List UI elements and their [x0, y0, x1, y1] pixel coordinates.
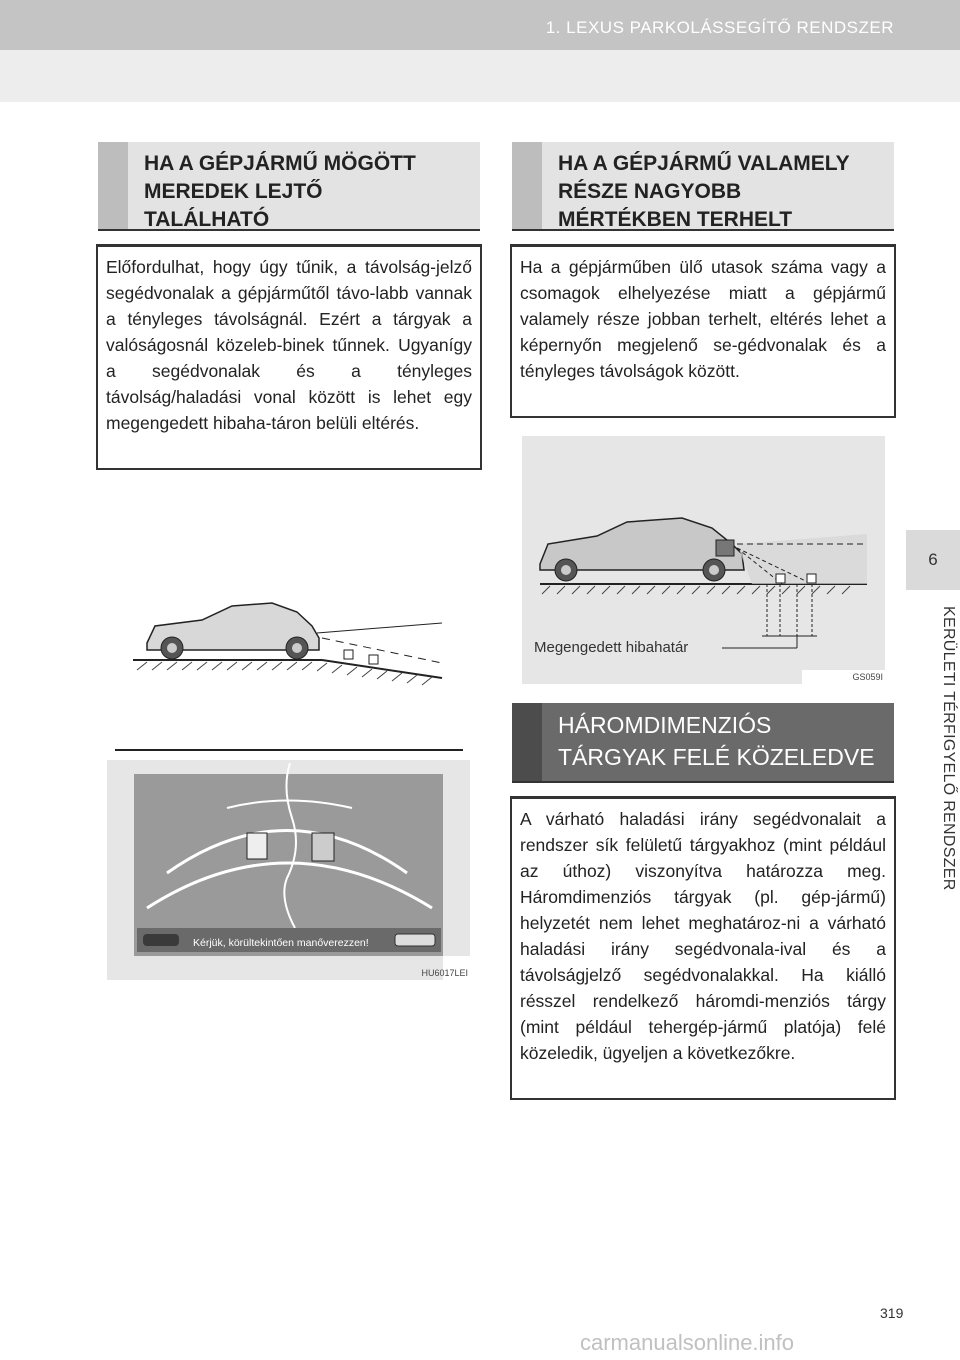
right-note-1: Ha a gépjárműben ülő utasok száma vagy a csomagok elhelyezése miatt a gépjármű valamely része jobban terhelt, eltérés lehet a képernyőn megjelenő se-gédvonalak és a tényleges távolságok között.	[510, 244, 896, 418]
header-bar	[0, 0, 960, 50]
right-heading-box-1	[512, 142, 894, 231]
left-heading: HA A GÉPJÁRMŰ MÖGÖTT MEREDEK LEJTŐ TALÁLHATÓ	[144, 152, 416, 231]
slope-illustration	[107, 488, 470, 980]
right-heading-2: HÁROMDIMENZIÓS TÁRGYAK FELÉ KÖZELEDVE	[558, 712, 875, 770]
heading-marker	[98, 142, 128, 229]
left-note: Előfordulhat, hogy úgy tűnik, a távolság-jelző segédvonalak a gépjárműtől távo-labb vannak a tényleges távolságnál. Ezért a tárgyak a valóságosnál közeleb-binek tűnnek. Ugyanígy a segédvonalak és a tényleges távolság/haladási vonal között is lehet egy megengedett hibaha-táron belüli eltérés.	[96, 244, 482, 470]
heading-marker	[512, 142, 542, 229]
load-illustration	[522, 436, 885, 684]
figure-code-left: HU6017LEI	[421, 968, 468, 978]
chapter-title: 1. LEXUS PARKOLÁSSEGÍTŐ RENDSZER	[545, 18, 894, 37]
page-number: 319	[880, 1305, 904, 1321]
chapter-side-label: KERÜLETI TÉRFIGYELŐ RENDSZER	[940, 606, 957, 891]
header-band	[0, 50, 960, 102]
heading-marker	[512, 703, 542, 781]
tolerance-label: Megengedett hibahatár	[534, 639, 689, 656]
load-figure	[522, 436, 885, 684]
right-heading-1: HA A GÉPJÁRMŰ VALAMELY RÉSZE NAGYOBB MÉRTÉKBEN TERHELT	[558, 152, 850, 231]
chapter-tab	[906, 530, 960, 590]
right-heading-box-2	[512, 703, 894, 783]
figure-code-right: GS059I	[852, 672, 883, 682]
chapter-number: 6	[928, 550, 938, 569]
watermark: carmanualsonline.info	[580, 1330, 795, 1355]
slope-figure	[107, 488, 470, 980]
right-note-2: A várható haladási irány segédvonalait a rendszer sík felületű tárgyakhoz (mint például az úthoz) viszonyítva határozza meg. Háromdimenziós tárgyak (pl. gép-jármű) helyzetét nem lehet meghatároz-ni a várható haladási irány segédvonala-ival és a távolságjelző segédvonalakkal. Ha kiálló résszel rendelkező háromdi-menziós tárgy (mint például tehergép-jármű platója) felé közeledik, ügyeljen a következőkre.	[510, 796, 896, 1100]
screen-message: Kérjük, körültekintően manőverezzen!	[193, 937, 369, 949]
left-heading-box	[98, 142, 480, 231]
